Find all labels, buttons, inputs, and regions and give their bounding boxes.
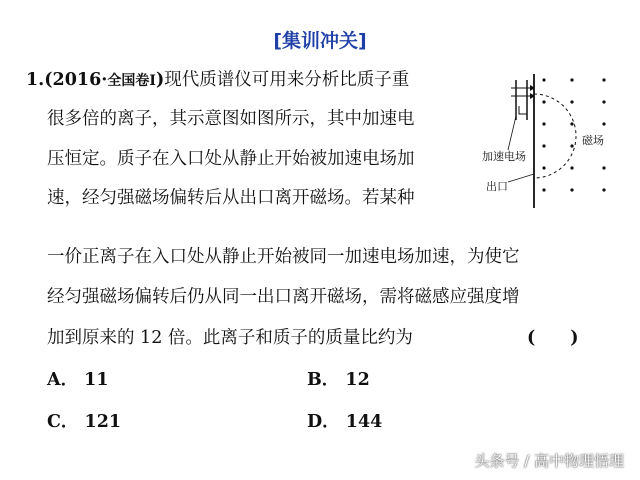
label-exit: 出口: [486, 180, 508, 193]
mass-spectrometer-diagram: [478, 72, 628, 212]
option-c-label: C．: [47, 412, 79, 432]
option-d-label: D．: [307, 412, 340, 432]
option-b[interactable]: [307, 368, 370, 392]
option-b-value: 12: [345, 370, 370, 390]
option-d[interactable]: [307, 410, 382, 434]
option-c[interactable]: [47, 410, 121, 434]
entrance-slit: [519, 106, 527, 114]
ion-trajectory: [534, 94, 576, 178]
question-line-3: 压恒定。质子在入口处从静止开始被加速电场加: [47, 149, 415, 169]
option-d-value: 144: [345, 412, 383, 432]
exit-leader-line: [508, 174, 534, 182]
option-a[interactable]: [47, 368, 109, 392]
watermark: 头条号 / 高中物理悟理: [474, 452, 624, 470]
question-line-7: 加到原来的 12 倍。此离子和质子的质量比约为: [47, 328, 413, 348]
question-line-6: 经匀强磁场偏转后仍从同一出口离开磁场，需将磁感应强度增: [47, 287, 520, 307]
option-b-label: B．: [307, 370, 340, 390]
option-a-label: A．: [47, 370, 79, 390]
question-source-open: (2016·: [44, 70, 108, 90]
question-source-name: 全国卷Ⅰ: [107, 73, 156, 89]
answer-blank: ( ): [527, 328, 579, 348]
question-number: 1.: [26, 70, 45, 90]
question-line-2: 很多倍的离子，其示意图如图所示，其中加速电: [47, 109, 415, 129]
question-line-5: 一价正离子在入口处从静止开始被同一加速电场加速，为使它: [47, 247, 520, 267]
label-accel-field: 加速电场: [482, 150, 526, 163]
question-line-4: 速，经匀强磁场偏转后从出口离开磁场。若某种: [47, 188, 415, 208]
label-magnetic-field: 磁场: [582, 134, 604, 147]
accel-leader-line: [508, 116, 516, 150]
option-c-value: 121: [84, 412, 122, 432]
question-line-1: [26, 68, 409, 93]
question-source-close: ): [155, 70, 165, 90]
question-text-1: 现代质谱仪可用来分析比质子重: [164, 70, 410, 90]
option-a-value: 11: [84, 370, 109, 390]
section-heading: [集训冲关]: [273, 30, 367, 52]
